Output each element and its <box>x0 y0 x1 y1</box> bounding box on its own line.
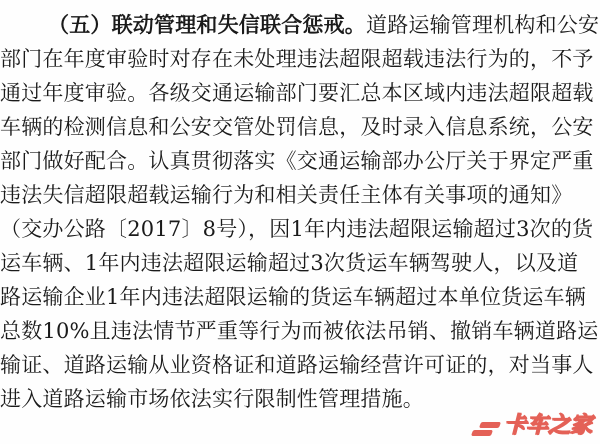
watermark-text: 卡车之家 <box>503 413 592 438</box>
line-text: 部门做好配合。认真贯彻落实《交通运输部办公厅关于界定严重 <box>0 149 594 173</box>
text-line-7 <box>0 212 600 246</box>
line-text: 进入道路运输市场依法实行限制性管理措施。 <box>0 387 424 411</box>
line-text: 运车辆、1年内违法超限运输超过3次货运车辆驾驶人，以及道 <box>0 251 579 275</box>
section-heading: （五）联动管理和失信联合惩戒。 <box>48 12 366 37</box>
line-text: 通过年度审验。各级交通运输部门要汇总本区域内违法超限超载 <box>0 81 594 105</box>
text-line-8 <box>0 246 600 280</box>
text-line-5 <box>0 144 600 178</box>
text-line-11 <box>0 348 600 382</box>
text-line-3 <box>0 76 600 110</box>
line-text: （交办公路〔2017〕8号），因1年内违法超限运输超过3次的货 <box>0 217 594 241</box>
text-line-10 <box>0 314 600 348</box>
truck-logo-icon <box>472 420 500 438</box>
text-line-9 <box>0 280 600 314</box>
text-line-4 <box>0 110 600 144</box>
line-text: 道路运输管理机构和公安 <box>366 13 600 37</box>
text-line-1 <box>48 8 600 42</box>
line-text: 输证、道路运输从业资格证和道路运输经营许可证的，对当事人 <box>0 353 594 377</box>
line-text: 总数10%且违法情节严重等行为而被依法吊销、撤销车辆道路运 <box>0 319 599 343</box>
text-line-2 <box>0 42 600 76</box>
text-line-12 <box>0 382 600 416</box>
text-line-6 <box>0 178 600 212</box>
line-text: 部门在年度审验时对存在未处理违法超限超载违法行为的，不予 <box>0 47 594 71</box>
line-text: 路运输企业1年内违法超限运输的货运车辆超过本单位货运车辆 <box>0 285 586 309</box>
line-text: 违法失信超限超载运输行为和相关责任主体有关事项的通知》 <box>0 183 573 207</box>
line-text: 车辆的检测信息和公安交管处罚信息，及时录入信息系统，公安 <box>0 115 594 139</box>
site-watermark <box>472 414 592 438</box>
